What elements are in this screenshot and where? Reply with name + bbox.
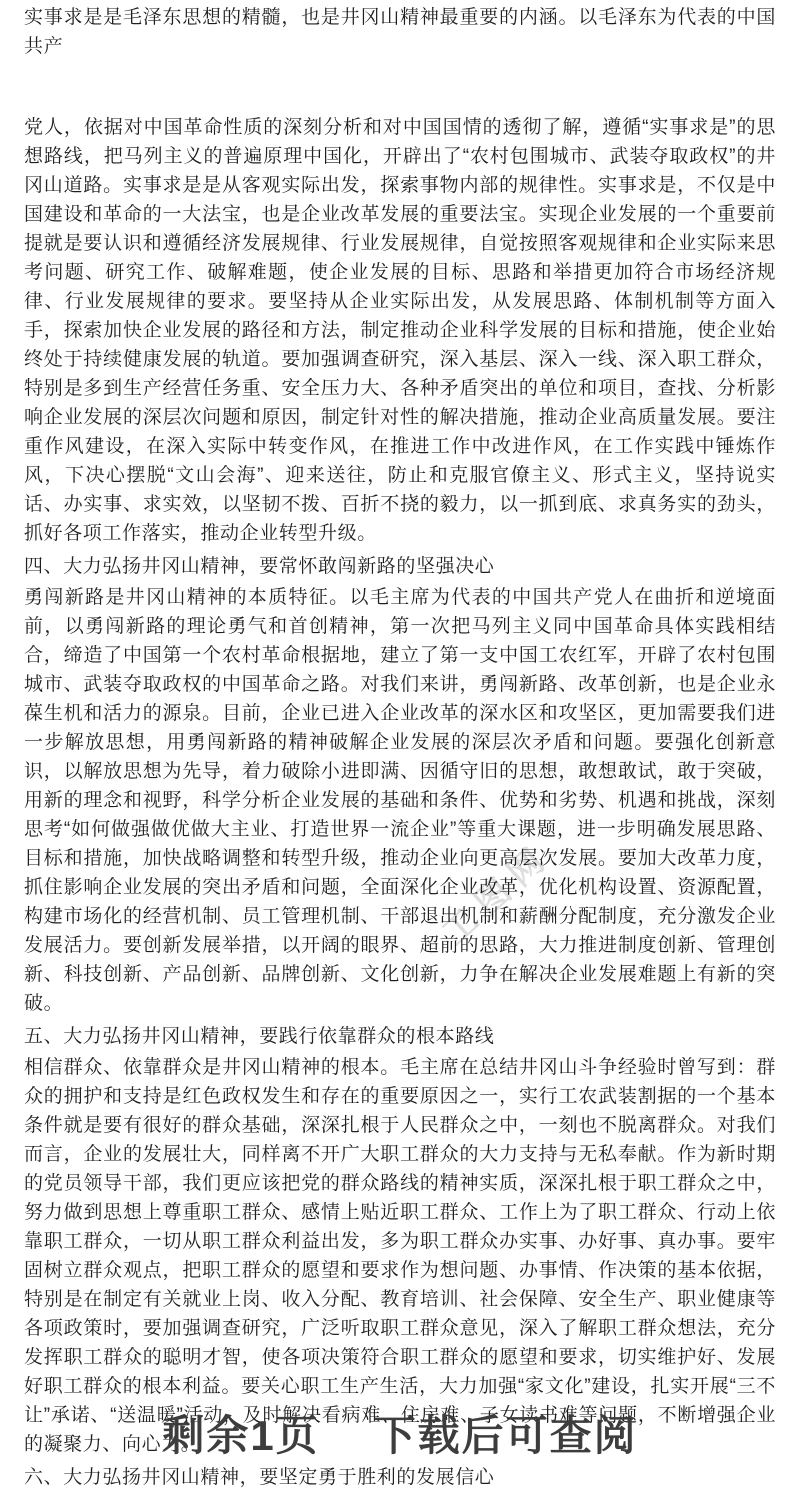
section-5-body: 相信群众、依靠群众是井冈山精神的根本。毛主席在总结井冈山斗争经验时曾写到：群众的拥护和支持是红色政权发生和存在的重要原因之一，实行工农武装割据的一个基本条件就是要有很好的群众基础，深深扎根于人民群众之中，一刻也不脱离群众。对我们而言，企业的发展壮大，同样离不开广大职工群众的大力支持与无私奉献。作为新时期的党员领导干部，我们更应该把党的群众路线的精神实质，深深扎根于职工群众之中，努力做到思想上尊重职工群众、感情上贴近职工群众、工作上为了职工群众、行动上依靠职工群众，一切从职工群众利益出发，多为职工群众办实事、办好事、真办事。要牢固树立群众观点，把职工群众的愿望和要求作为想问题、办事情、作决策的基本依据，特别是在制定有关就业上岗、收入分配、教育培训、社会保障、安全生产、职业健康等各项政策时，要加强调查研究，广泛听取职工群众意见，深入了解职工群众想法，充分发挥职工群众的聪明才智，使各项决策符合职工群众的愿望和要求，切实维护好、发展好职工群众的根本利益。要关心职工生产生活，大力加强“家文化”建设，扎实开展“三不让”承诺、“送温暖”活动，及时解决看病难、住房难、子女读书难等问题，不断增强企业的凝聚力、向心力。 — [24, 1057, 776, 1455]
section-6-heading: 六、大力弘扬井冈山精神，要坚定勇于胜利的发展信心 — [24, 1467, 495, 1488]
download-hint-label: 下载后可查阅 — [373, 1412, 638, 1459]
section-4-body: 勇闯新路是井冈山精神的本质特征。以毛主席为代表的中国共产党人在曲折和逆境面前，以勇闯新路的理论勇气和首创精神，第一次把马列主义同中国革命具体实践相结合，缔造了中国第一个农村革命根据地，建立了第一支中国工农红军，开辟了农村包围城市、武装夺取政权的中国革命之路。对我们来讲，勇闯新路、改革创新，也是企业永葆生机和活力的源泉。目前，企业已进入企业改革的深水区和攻坚区，更加需要我们进一步解放思想，用勇闯新路的精神破解企业发展的深层次矛盾和问题。要强化创新意识，以解放思想为先导，着力破除小进即满、因循守旧的思想，敢想敢试，敢于突破，用新的理念和视野，科学分析企业发展的基础和条件、优势和劣势、机遇和挑战，深刻思考“如何做强做优做大主业、打造世界一流企业”等重大课题，进一步明确发展思路、目标和措施，加快战略调整和转型升级，推动企业向更高层次发展。要加大改革力度，抓住影响企业发展的突出矛盾和问题，全面深化企业改革，优化机构设置、资源配置，构建市场化的经营机制、员工管理机制、干部退出机制和薪酬分配制度，充分激发企业发展活力。要创新发展举措，以开阔的眼界、超前的思路，大力推进制度创新、管理创新、科技创新、产品创新、品牌创新、文化创新，力争在解决企业发展难题上有新的突破。 — [24, 587, 776, 1014]
section-4-heading: 四、大力弘扬井冈山精神，要常怀敢闯新路的坚强决心 — [24, 556, 495, 577]
section-5-heading: 五、大力弘扬井冈山精神，要践行依靠群众的根本路线 — [24, 1026, 495, 1047]
site-watermark: 工图网 — [435, 835, 559, 953]
paragraph-continuation: 党人，依据对中国革命性质的深刻分析和对中国国情的透彻了解，遵循“实事求是”的思想路线，把马列主义的普遍原理中国化，开辟出了“农村包围城市、武装夺取政权”的井冈山道路。实事求是是从客观实际出发，探索事物内部的规律性。实事求是，不仅是中国建设和革命的一大法宝，也是企业改革发展的重要法宝。实现企业发展的一个重要前提就是要认识和遵循经济发展规律、行业发展规律，自觉按照客观规律和企业实际来思考问题、研究工作、破解难题，使企业发展的目标、思路和举措更加符合市场经济规律、行业发展规律的要求。要坚持从企业实际出发，从发展思路、体制机制等方面入手，探索加快企业发展的路径和方法，制定推动企业科学发展的目标和措施，使企业始终处于持续健康发展的轨道。要加强调查研究，深入基层、深入一线、深入职工群众，特别是多到生产经营任务重、安全压力大、各种矛盾突出的单位和项目，查找、分析影响企业发展的深层次问题和原因，制定针对性的解决措施，推动企业高质量发展。要注重作风建设，在深入实际中转变作风，在推进工作中改进作风，在工作实践中锤炼作风，下决心摆脱“文山会海”、迎来送往，防止和克服官僚主义、形式主义，坚持说实话、办实事、求实效，以坚韧不拨、百折不挠的毅力，以一抓到底、求真务实的劲头，抓好各项工作落实，推动企业转型升级。 — [24, 117, 776, 544]
remaining-pages-label: 剩余1页 — [162, 1412, 320, 1459]
intro-line: 实事求是是毛泽东思想的精髓，也是井冈山精神最重要的内涵。以毛泽东为代表的中国共产 — [24, 7, 776, 57]
download-footer[interactable] — [0, 1403, 800, 1463]
